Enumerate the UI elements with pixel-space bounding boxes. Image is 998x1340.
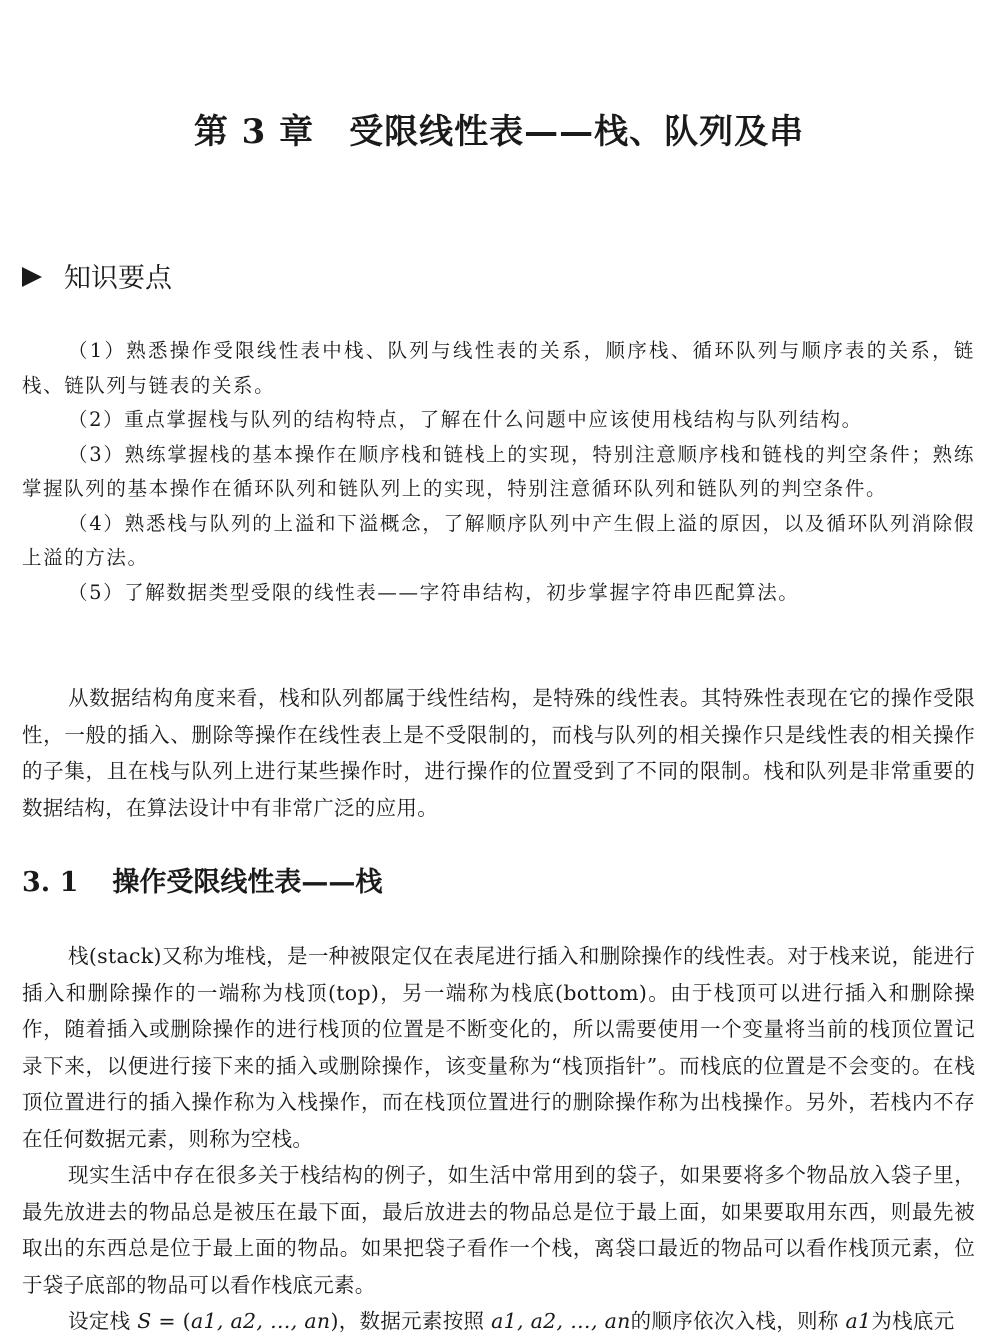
intro-paragraph-block: [22, 680, 975, 826]
knowledge-heading-text: 知识要点: [64, 263, 172, 294]
notation-text-3: )，数据元素按照: [330, 1309, 492, 1333]
notation-text-2: = (: [151, 1309, 191, 1333]
var-a1: a1: [845, 1309, 872, 1333]
notation-text-4: 的顺序依次入栈，则称: [630, 1309, 846, 1333]
knowledge-points: [22, 334, 975, 610]
stack-example-paragraph: 现实生活中存在很多关于栈结构的例子，如生活中常用到的袋子，如果要将多个物品放入袋子里，最先放进去的物品总是被压在最下面，最后放进去的物品总是位于最上面，如果要取用东西，则最先被取出的东西总是位于最上面的物品。如果把袋子看作一个栈，离袋口最近的物品可以看作栈顶元素，位于袋子底部的物品可以看作栈底元素。: [22, 1163, 975, 1297]
intro-paragraph: 从数据结构角度来看，栈和队列都属于线性结构，是特殊的线性表。其特殊性表现在它的操作受限性，一般的插入、删除等操作在线性表上是不受限制的，而栈与队列的相关操作只是线性表的相关操作的子集，且在栈与队列上进行某些操作时，进行操作的位置受到了不同的限制。栈和队列是非常重要的数据结构，在算法设计中有非常广泛的应用。: [22, 686, 975, 820]
knowledge-point-4: （4）熟悉栈与队列的上溢和下溢概念，了解顺序队列中产生假上溢的原因，以及循环队列消除假上溢的方法。: [22, 511, 975, 569]
sequence-formula-2: a1, a2, …, an: [491, 1309, 631, 1333]
section-number: 3. 1: [22, 867, 79, 898]
knowledge-point-3: （3）熟练掌握栈的基本操作在顺序栈和链栈上的实现，特别注意顺序栈和链栈的判空条件；熟练掌握队列的基本操作在循环队列和链队列上的实现，特别注意循环队列和链队列的判空条件。: [22, 442, 975, 500]
notation-text-5: 为栈底元: [871, 1309, 955, 1333]
notation-text-1: 设定栈: [68, 1309, 138, 1333]
stack-notation-line: [22, 1303, 975, 1340]
section-heading-3-1: [22, 860, 382, 899]
knowledge-point-1: （1）熟悉操作受限线性表中栈、队列与线性表的关系，顺序栈、循环队列与顺序表的关系，链栈、链队列与链表的关系。: [22, 339, 975, 397]
triangle-bullet-icon: [22, 267, 42, 287]
section-3-1-body: [22, 938, 975, 1340]
knowledge-point-2: （2）重点掌握栈与队列的结构特点，了解在什么问题中应该使用栈结构与队列结构。: [68, 408, 863, 431]
section-title: 操作受限线性表——栈: [112, 867, 383, 898]
stack-definition-paragraph: 栈(stack)又称为堆栈，是一种被限定仅在表尾进行插入和删除操作的线性表。对于栈来说，能进行插入和删除操作的一端称为栈顶(top)，另一端称为栈底(bottom)。由于栈顶可以进行插入和删除操作，随着插入或删除操作的进行栈顶的位置是不断变化的，所以需要使用一个变量将当前的栈顶位置记录下来，以便进行接下来的插入或删除操作，该变量称为“栈顶指针”。而栈底的位置是不会变的。在栈顶位置进行的插入操作称为入栈操作，而在栈顶位置进行的删除操作称为出栈操作。另外，若栈内不存在任何数据元素，则称为空栈。: [22, 944, 975, 1151]
chapter-title: 第 3 章 受限线性表——栈、队列及串: [193, 112, 805, 152]
var-S: S: [137, 1309, 152, 1333]
knowledge-heading: [22, 256, 172, 295]
sequence-formula-1: a1, a2, …, an: [190, 1309, 331, 1333]
knowledge-point-5: （5）了解数据类型受限的线性表——字符串结构，初步掌握字符串匹配算法。: [68, 580, 800, 604]
